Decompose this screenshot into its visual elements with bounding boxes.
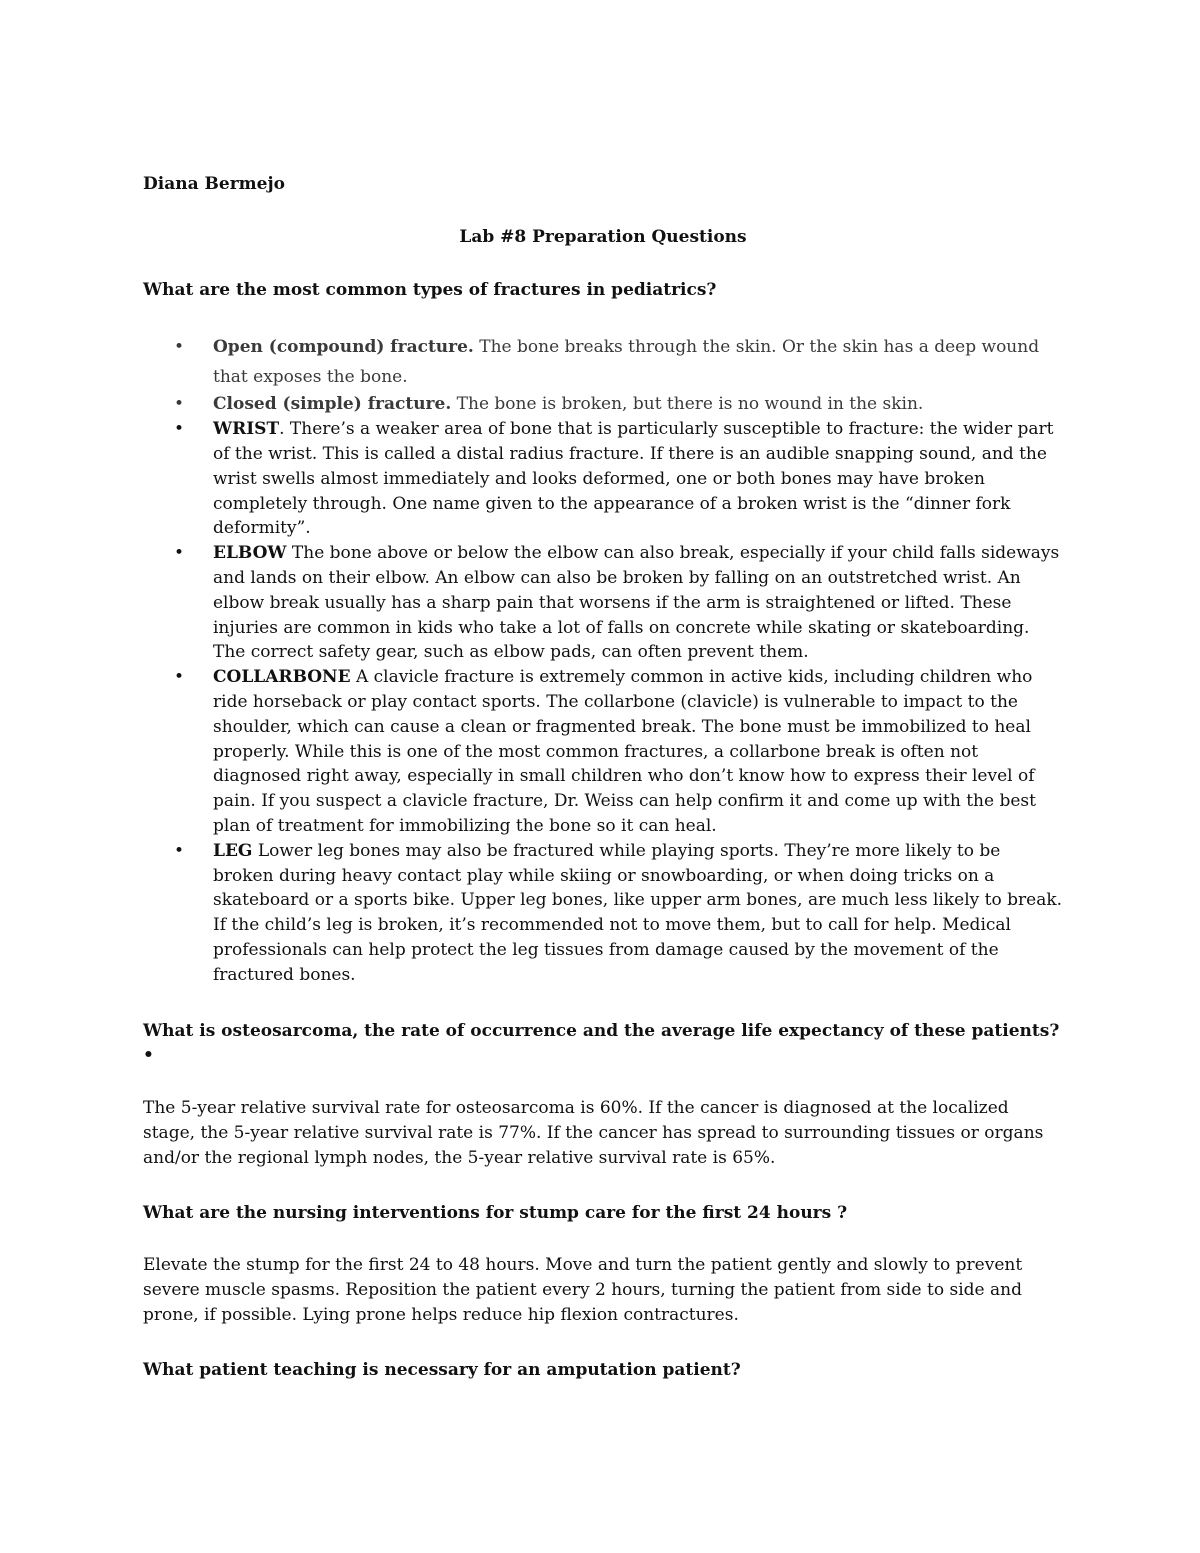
document-title: Lab #8 Preparation Questions (459, 226, 747, 247)
item-text: The bone breaks through the skin. Or the skin has a deep wound that exposes the bone. (213, 337, 1040, 388)
bullet-icon: • (174, 667, 185, 688)
item-label: Open (compound) fracture. (213, 337, 474, 358)
list-item-elbow (143, 541, 1063, 665)
item-text: . There’s a weaker area of bone that is particularly susceptible to fracture: the wider part of the wrist. This is called a distal radius fracture. If there is an audible snapping sound, and the wrist swells almost immediately and looks deformed, one or both bones may have broken completely through. One name given to the appearance of a broken wrist is the “dinner fork deformity”. (213, 419, 1054, 539)
item-text: A clavicle fracture is extremely common in active kids, including children who ride horseback or play contact sports. The collarbone (clavicle) is vulnerable to impact to the shoulder, which can cause a clean or fragmented break. The bone must be immobilized to heal properly. While this is one of the most common fractures, a collarbone break is often not diagnosed right away, especially in small children who don’t know how to express their level of pain. If you suspect a clavicle fracture, Dr. Weiss can help confirm it and come up with the best plan of treatment for immobilizing the bone so it can heal. (213, 667, 1036, 836)
item-label: WRIST (213, 419, 280, 440)
item-label: ELBOW (213, 543, 287, 564)
item-label: LEG (213, 840, 253, 861)
question-amputation-teaching: What patient teaching is necessary for an amputation patient? (143, 1359, 741, 1380)
bullet-icon: • (174, 419, 185, 440)
list-item-closed-fracture (143, 392, 1063, 417)
bullet-icon: • (174, 840, 185, 861)
answer-stump-care: Elevate the stump for the first 24 to 48 hours. Move and turn the patient gently and slowly to prevent severe muscle spasms. Reposition the patient every 2 hours, turning the patient from side to side and prone, if possible. Lying prone helps reduce hip flexion contractures. (143, 1255, 1023, 1325)
document-body (143, 172, 1063, 1382)
question-fracture-types: What are the most common types of fractures in pediatrics? (143, 279, 717, 300)
bullet-icon: • (174, 394, 185, 415)
item-text: The bone is broken, but there is no wound in the skin. (451, 394, 924, 415)
fracture-list (143, 332, 1063, 987)
answer-osteosarcoma: The 5-year relative survival rate for osteosarcoma is 60%. If the cancer is diagnosed at the localized stage, the 5-year relative survival rate is 77%. If the cancer has spread to surrounding tissues or organs and/or the regional lymph nodes, the 5-year relative survival rate is 65%. (143, 1098, 1044, 1168)
list-item-leg (143, 839, 1063, 988)
list-item-open-fracture (143, 332, 1063, 392)
question-stump-care: What are the nursing interventions for stump care for the first 24 hours ? (143, 1202, 848, 1223)
item-label: COLLARBONE (213, 667, 351, 688)
list-item-wrist (143, 417, 1063, 541)
list-item-collarbone (143, 665, 1063, 839)
item-text: Lower leg bones may also be fractured while playing sports. They’re more likely to be broken during heavy contact play while skiing or snowboarding, or when doing tricks on a skateboard or a sports bike. Upper leg bones, like upper arm bones, are much less likely to break. If the child’s leg is broken, it’s recommended not to move them, but to call for help. Medical professionals can help protect the leg tissues from damage caused by the movement of the fractured bones. (213, 840, 1063, 985)
item-text: The bone above or below the elbow can also break, especially if your child falls sideways and lands on their elbow. An elbow can also be broken by falling on an outstretched wrist. An elbow break usually has a sharp pain that worsens if the arm is straightened or lifted. These injuries are common in kids who take a lot of falls on concrete while skating or skateboarding. The correct safety gear, such as elbow pads, can often prevent them. (213, 543, 1060, 663)
item-label: Closed (simple) fracture. (213, 394, 452, 415)
bullet-icon: • (174, 543, 185, 564)
question-osteosarcoma: What is osteosarcoma, the rate of occurrence and the average life expectancy of these patients? • (143, 1020, 1060, 1066)
author-name: Diana Bermejo (143, 174, 285, 194)
bullet-icon: • (174, 337, 185, 358)
